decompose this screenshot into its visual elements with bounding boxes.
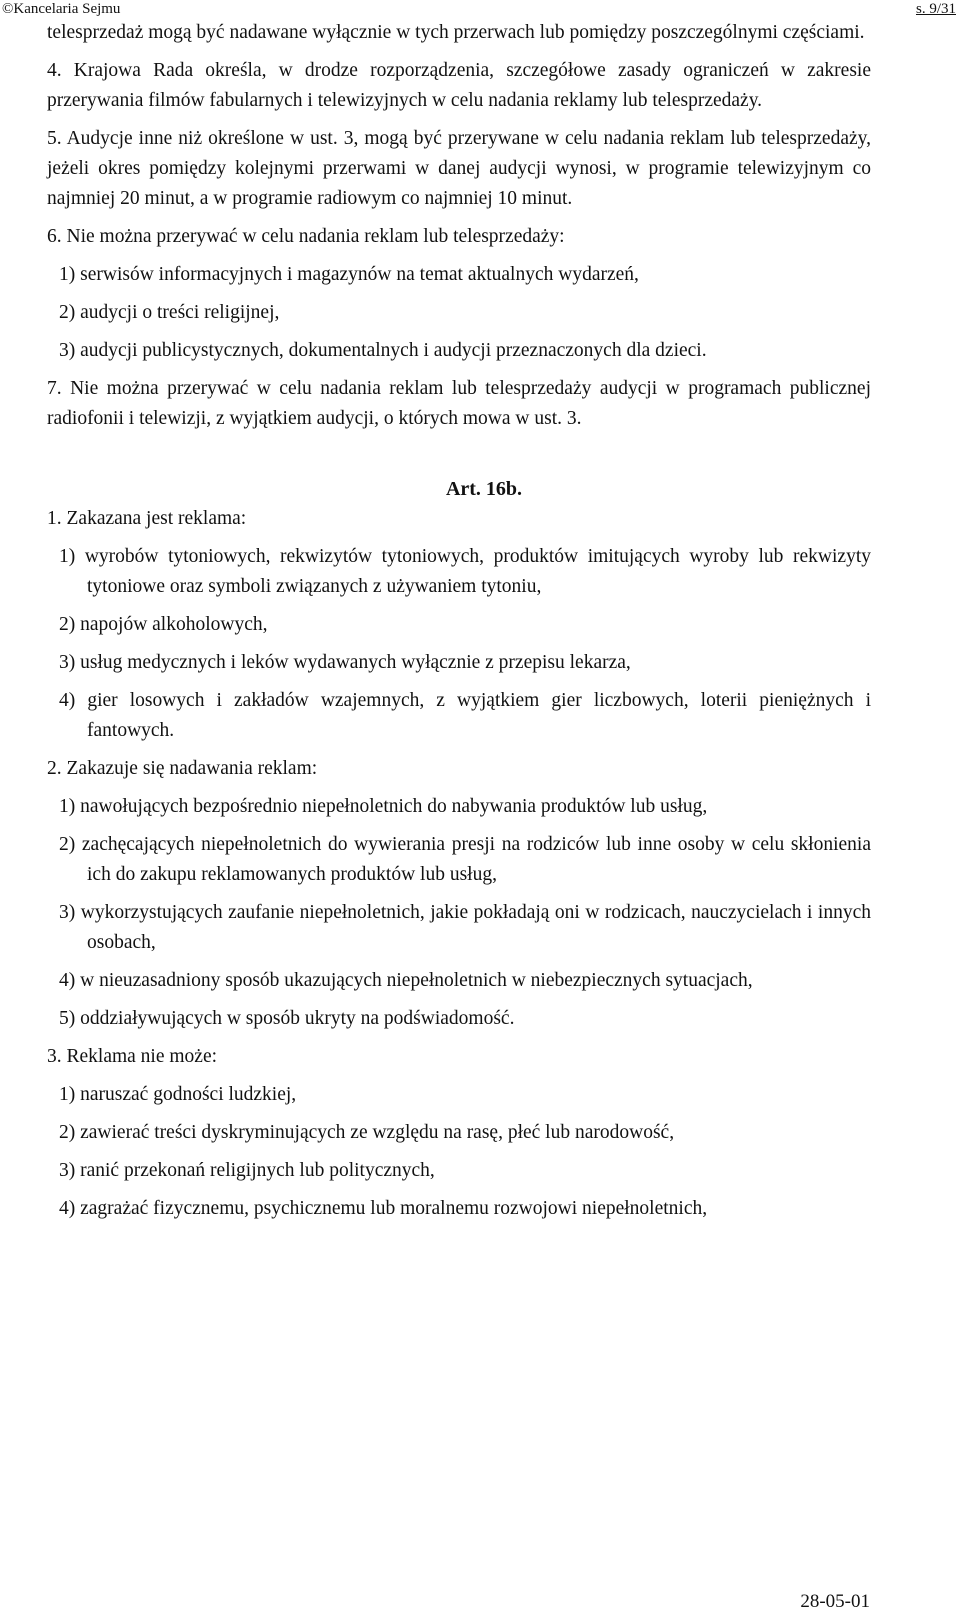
section-3: 3. Reklama nie może: — [47, 1046, 218, 1067]
paragraph-7: 7. Nie można przerywać w celu nadania reklam lub telesprzedaży audycji w programach publicznej radiofonii i telewizji, z wyjątkiem audycji, o których mowa w ust. 3. — [47, 378, 871, 429]
list-item: 1) wyrobów tytoniowych, rekwizytów tytoniowych, produktów imitujących wyroby lub rekwizyty tytoniowe oraz symboli związanych z używaniem tytoniu, — [59, 546, 871, 597]
paragraph-5: 5. Audycje inne niż określone w ust. 3, mogą być przerywane w celu nadania reklam lub telesprzedaży, jeżeli okres pomiędzy kolejnymi przerwami w danej audycji wynosi, w programie telewizyjnym co najmniej 20 minut, a w programie radiowym co najmniej 10 minut. — [47, 128, 871, 209]
list-item: 2) zachęcających niepełnoletnich do wywierania presji na rodziców lub inne osoby w celu skłonienia ich do zakupu reklamowanych produktów lub usług, — [59, 834, 871, 885]
list-item: 3) wykorzystujących zaufanie niepełnoletnich, jakie pokładają oni w rodzicach, nauczycielach i innych osobach, — [59, 902, 871, 953]
list-item: 4) zagrażać fizycznemu, psychicznemu lub moralnemu rozwojowi niepełnoletnich, — [59, 1198, 708, 1219]
list-item: 1) serwisów informacyjnych i magazynów na temat aktualnych wydarzeń, — [59, 264, 639, 285]
list-item: 3) usług medycznych i leków wydawanych wyłącznie z przepisu lekarza, — [59, 652, 631, 673]
list-item: 3) audycji publicystycznych, dokumentalnych i audycji przeznaczonych dla dzieci. — [59, 340, 707, 361]
footer-date: 28-05-01 — [800, 1591, 870, 1612]
page-header — [0, 0, 960, 18]
article-title: Art. 16b. — [445, 478, 523, 500]
list-item: 1) naruszać godności ludzkiej, — [59, 1084, 297, 1105]
paragraph-6: 6. Nie można przerywać w celu nadania reklam lub telesprzedaży: — [47, 226, 565, 247]
list-item: 4) w nieuzasadniony sposób ukazujących niepełnoletnich w niebezpiecznych sytuacjach, — [59, 970, 753, 991]
copyright-text: ©Kancelaria Sejmu — [2, 1, 121, 17]
list-item: 3) ranić przekonań religijnych lub politycznych, — [59, 1160, 435, 1181]
list-item: 1) nawołujących bezpośrednio niepełnoletnich do nabywania produktów lub usług, — [59, 796, 708, 817]
section-2: 2. Zakazuje się nadawania reklam: — [47, 758, 318, 779]
list-item: 2) audycji o treści religijnej, — [59, 302, 280, 323]
list-item: 5) oddziaływujących w sposób ukryty na podświadomość. — [59, 1008, 515, 1029]
page-number[interactable]: s. 9/31 — [915, 1, 956, 17]
paragraph-continuation: telesprzedaż mogą być nadawane wyłącznie w tych przerwach lub pomiędzy poszczególnymi częściami. — [47, 22, 865, 43]
list-item: 2) zawierać treści dyskryminujących ze względu na rasę, płeć lub narodowość, — [59, 1122, 675, 1143]
section-1: 1. Zakazana jest reklama: — [47, 508, 247, 529]
document-body — [47, 18, 871, 1232]
list-item: 4) gier losowych i zakładów wzajemnych, z wyjątkiem gier liczbowych, loterii pieniężnych i fantowych. — [59, 690, 871, 741]
paragraph-4: 4. Krajowa Rada określa, w drodze rozporządzenia, szczegółowe zasady ograniczeń w zakresie przerywania filmów fabularnych i telewizyjnych w celu nadania reklamy lub telesprzedaży. — [47, 60, 871, 111]
list-item: 2) napojów alkoholowych, — [59, 614, 268, 635]
